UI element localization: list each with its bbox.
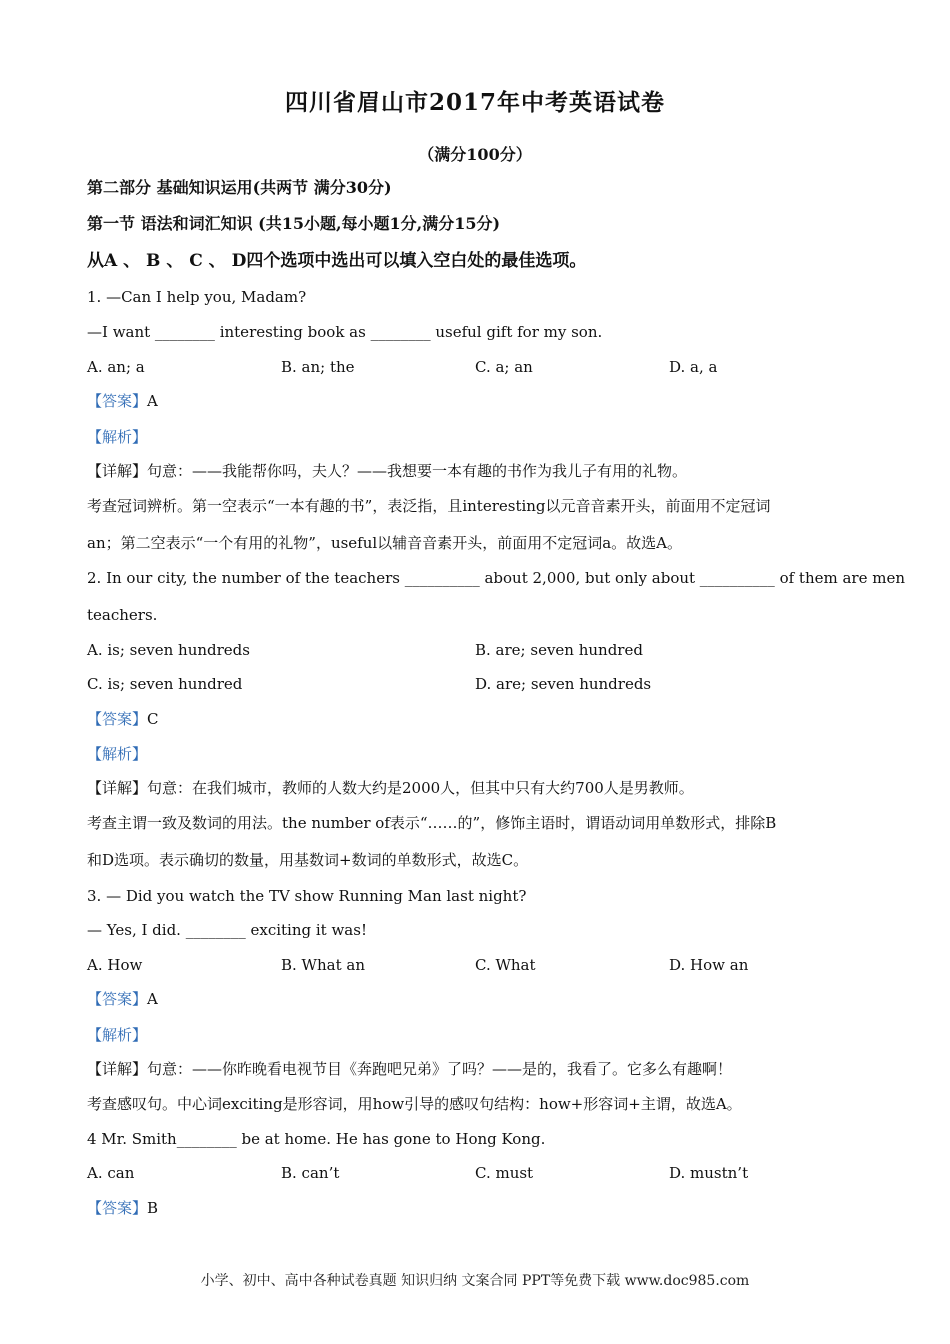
q2-option-a: A. is; seven hundreds	[87, 641, 250, 659]
q1-detail: 【详解】句意：——我能帮你吗，夫人？——我想要一本有趣的书作为我儿子有用的礼物。	[87, 462, 688, 480]
q2-analysis-label: 【解析】	[87, 745, 148, 763]
answer-label: 【答案】	[87, 392, 148, 410]
q1-option-d: D. a, a	[669, 358, 718, 376]
q2-option-c: C. is; seven hundred	[87, 675, 243, 693]
q2-line2: teachers.	[87, 606, 158, 624]
q2-answer	[87, 709, 159, 729]
q1-line1: 1. —Can I help you, Madam?	[87, 288, 307, 306]
q1-line2: —I want ________ interesting book as ________ useful gift for my son.	[87, 323, 603, 341]
q3-option-c: C. What	[475, 956, 536, 974]
q3-option-d: D. How an	[669, 956, 749, 974]
q2-explain-2: 和D选项。表示确切的数量，用基数词+数词的单数形式，故选C。	[87, 851, 529, 869]
q1-answer-value: A	[147, 392, 158, 410]
q1-explain-2: an；第二空表示“一个有用的礼物”，useful以辅音音素开头，前面用不定冠词a。故选A。	[87, 534, 682, 552]
q3-line1: 3. — Did you watch the TV show Running Man last night?	[87, 887, 527, 905]
q4-answer	[87, 1198, 158, 1218]
q3-answer	[87, 989, 158, 1009]
q3-analysis-label: 【解析】	[87, 1026, 148, 1044]
instruction: 从A 、 B 、 C 、 D四个选项中选出可以填入空白处的最佳选项。	[87, 251, 587, 271]
q2-explain-1: 考查主谓一致及数词的用法。the number of表示“……的”，修饰主语时，谓语动词用单数形式，排除B	[87, 814, 777, 832]
q3-answer-value: A	[147, 990, 158, 1008]
q4-option-d: D. mustn’t	[669, 1164, 749, 1182]
q4-option-b: B. can’t	[281, 1164, 340, 1182]
q3-option-a: A. How	[87, 956, 143, 974]
q2-line1: 2. In our city, the number of the teachers __________ about 2,000, but only about __________ of them are men	[87, 569, 906, 587]
q2-option-d: D. are; seven hundreds	[475, 675, 652, 693]
page-title: 四川省眉山市2017年中考英语试卷	[284, 89, 665, 116]
q3-detail: 【详解】句意：——你昨晚看电视节目《奔跑吧兄弟》了吗？——是的，我看了。它多么有趣啊！	[87, 1060, 733, 1078]
section-part-heading: 第二部分 基础知识运用(共两节 满分30分)	[87, 178, 392, 197]
page-footer: 小学、初中、高中各种试卷真题 知识归纳 文案合同 PPT等免费下载 www.doc985.com	[200, 1273, 750, 1289]
section-one-heading: 第一节 语法和词汇知识 (共15小题,每小题1分,满分15分)	[87, 214, 501, 233]
q4-answer-value: B	[147, 1199, 159, 1217]
q1-option-c: C. a; an	[475, 358, 533, 376]
q1-explain-1: 考查冠词辨析。第一空表示“一本有趣的书”，表泛指，且interesting以元音音素开头，前面用不定冠词	[87, 497, 771, 515]
q4-option-a: A. can	[87, 1164, 135, 1182]
q3-explain-1: 考查感叹句。中心词exciting是形容词，用how引导的感叹句结构：how+形容词+主谓，故选A。	[87, 1095, 742, 1113]
q3-option-b: B. What an	[281, 956, 365, 974]
q1-analysis-label: 【解析】	[87, 428, 148, 446]
page-subtitle: （满分100分）	[418, 145, 532, 164]
q1-option-b: B. an; the	[281, 358, 355, 376]
answer-label: 【答案】	[87, 710, 148, 728]
q1-option-a: A. an; a	[87, 358, 145, 376]
q1-answer	[87, 391, 158, 411]
q3-line2: — Yes, I did. ________ exciting it was!	[87, 921, 367, 939]
answer-label: 【答案】	[87, 1199, 148, 1217]
q2-detail: 【详解】句意：在我们城市，教师的人数大约是2000人，但其中只有大约700人是男教师。	[87, 779, 694, 797]
answer-label: 【答案】	[87, 990, 148, 1008]
q2-answer-value: C	[147, 710, 159, 728]
q4-option-c: C. must	[475, 1164, 534, 1182]
q4-line1: 4 Mr. Smith________ be at home. He has gone to Hong Kong.	[87, 1130, 546, 1148]
q2-option-b: B. are; seven hundred	[475, 641, 643, 659]
